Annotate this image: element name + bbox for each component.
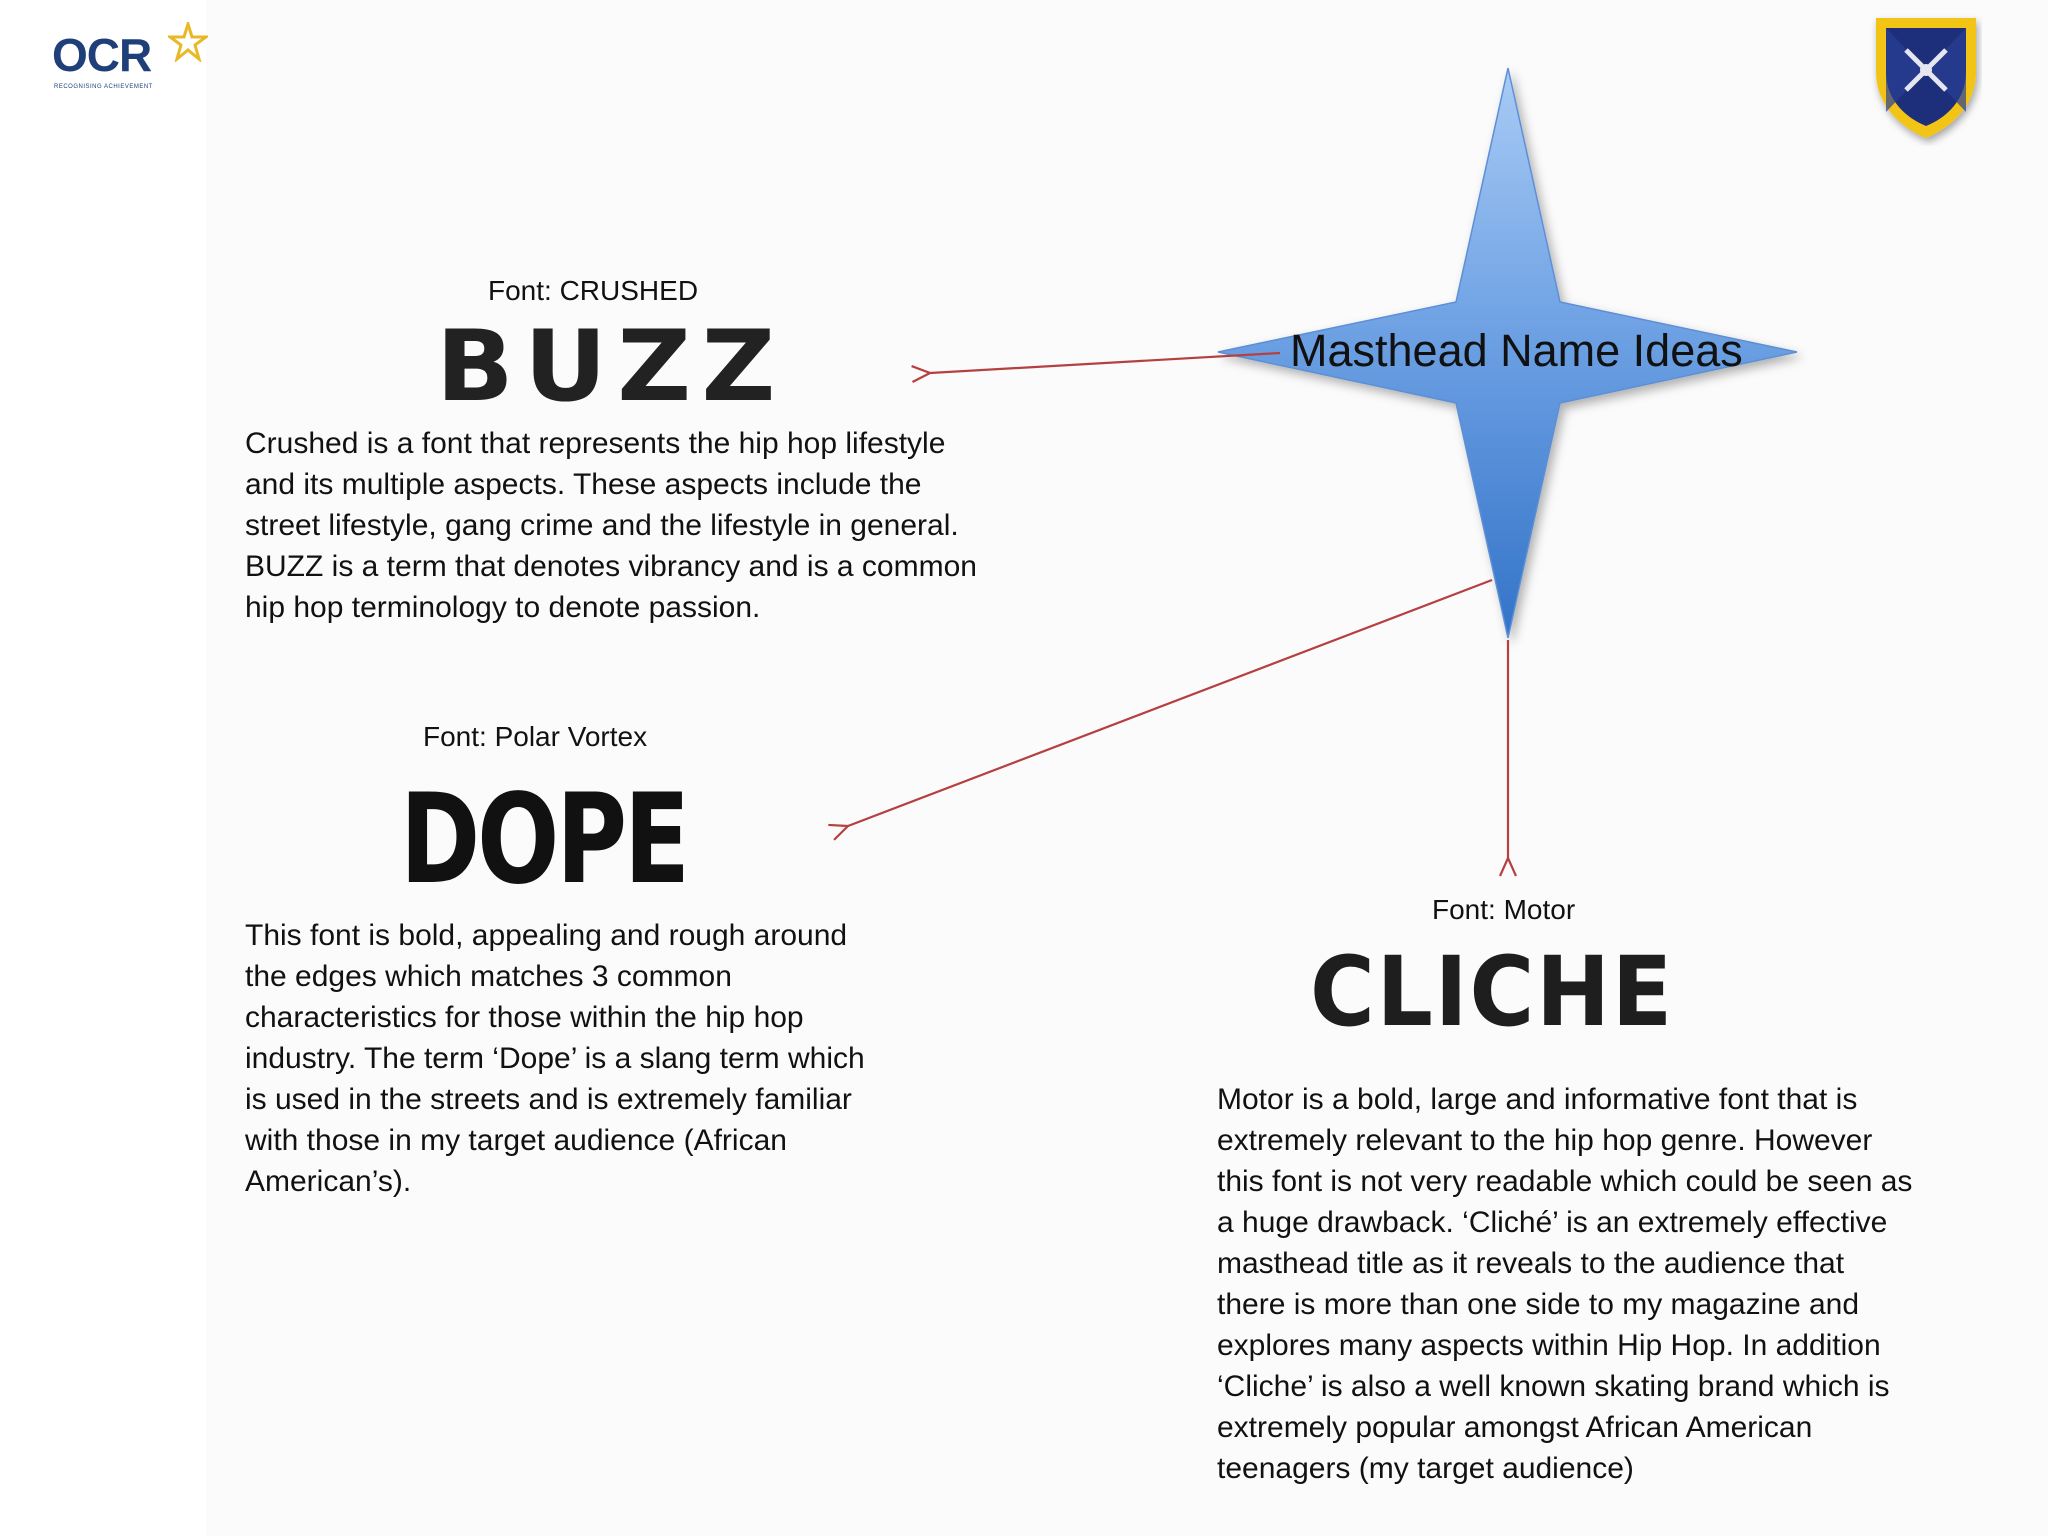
buzz-font-label: Font: CRUSHED — [488, 275, 699, 306]
masthead-title: Masthead Name Ideas — [1290, 325, 1743, 376]
buzz-word: BUZZ — [436, 310, 786, 424]
cliche-word: CLICHE — [1310, 936, 1675, 1048]
arrow-to-buzz — [930, 353, 1280, 373]
dope-description: This font is bold, appealing and rough around the edges which matches 3 common characteristics for those within the hip hop industry. The term ‘Dope’ is a slang term which is used in the streets and is extremely familiar with those in my target audience (African American’s). — [245, 919, 865, 1198]
cliche-font-label: Font: Motor — [1432, 894, 1576, 925]
ocr-logo-text: OCR — [52, 29, 152, 81]
dope-word: DOPE — [400, 768, 687, 912]
dope-font-label: Font: Polar Vortex — [423, 721, 648, 752]
cliche-description: Motor is a bold, large and informative font that is extremely relevant to the hip hop genre. However this font is not very readable which could be seen as a huge drawback. ‘Cliché’ is an extremely effective masthead title as it reveals to the audience that there is more than one side to my magazine and explores many aspects within Hip Hop. In addition ‘Cliche’ is also a well known skating brand which is extremely popular amongst African American teenagers (my target audience) — [1217, 1083, 1913, 1485]
buzz-description: Crushed is a font that represents the hip hop lifestyle and its multiple aspects. These aspects include the street lifestyle, gang crime and the lifestyle in general. BUZZ is a term that denotes vibrancy and is a common hip hop terminology to denote passion. — [245, 427, 977, 624]
ocr-tagline: RECOGNISING ACHIEVEMENT — [54, 84, 153, 90]
